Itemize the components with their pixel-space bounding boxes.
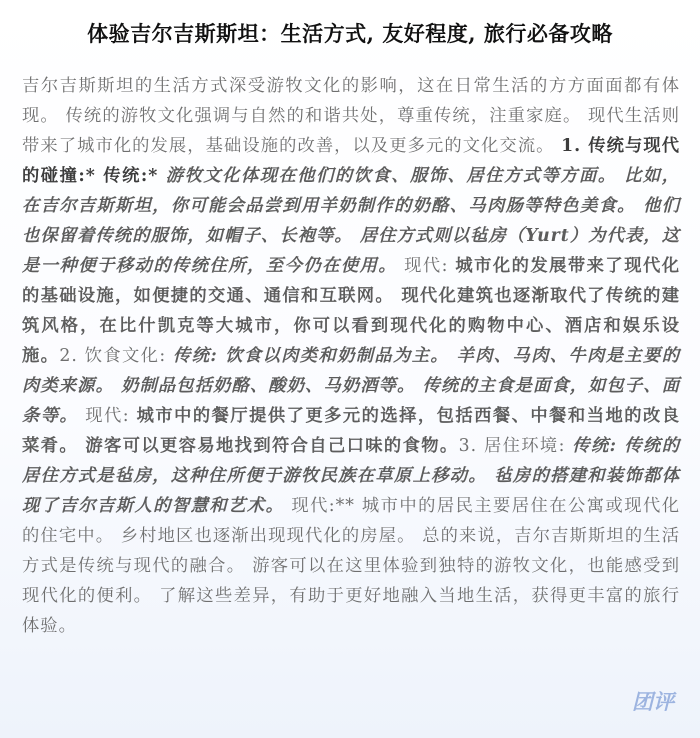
section-2-modern-text: 城市中的餐厅提供了更多元的选择，包括西餐、中餐和当地的改良菜肴。 游客可以更容易地找到符合自己口味的食物。 <box>22 406 680 456</box>
section-3-modern-text: 现代:** 城市中的居民主要居住在公寓或现代化的住宅中。 乡村地区也逐渐出现现代化的房屋。 总的来说，吉尔吉斯斯坦的生活方式是传统与现代的融合。 游客可以在这里体验到独特的游牧文化，也能感受到现代化的便利。 了解这些差异，有助于更好地融入当地生活，获得更丰富的旅行体验。 <box>22 496 680 636</box>
intro-text: 吉尔吉斯斯坦的生活方式深受游牧文化的影响，这在日常生活的方方面面都有体现。 传统的游牧文化强调与自然的和谐共处，尊重传统，注重家庭。 现代生活则带来了城市化的发展，基础设施的改善，以及更多元的文化交流。 <box>22 76 680 156</box>
svg-text:团评: 团评 <box>632 690 674 714</box>
section-3-traditional-text: 传统: 传统的居住方式是毡房，这种住所便于游牧民族在草原上移动。 毡房的搭建和装饰都体现了吉尔吉斯人的智慧和艺术。 <box>22 436 680 516</box>
section-1-modern-label: 现代: <box>397 256 456 276</box>
section-3-label: 3. 居住环境: <box>458 436 573 456</box>
section-1-traditional-text: 游牧文化体现在他们的饮食、服饰、居住方式等方面。 比如，在吉尔吉斯斯坦，你可能会品尝到用羊奶制作的奶酪、马肉肠等特色美食。 他们也保留着传统的服饰，如帽子、长袍等。 居住方式则以毡房（Yurt）为代表，这是一种便于移动的传统住所，至今仍在使用。 <box>22 166 680 276</box>
section-2-label: 2. 饮食文化: <box>59 346 174 366</box>
watermark-logo <box>628 688 678 714</box>
article-body <box>22 71 680 641</box>
page-title: 体验吉尔吉斯斯坦：生活方式, 友好程度, 旅行必备攻略 <box>87 21 613 46</box>
section-2-traditional-text: 传统: 饮食以肉类和奶制品为主。 羊肉、马肉、牛肉是主要的肉类来源。 奶制品包括奶酪、酸奶、马奶酒等。 传统的主食是面食，如包子、面条等。 <box>22 346 680 426</box>
section-1-modern-text: 城市化的发展带来了现代化的基础设施，如便捷的交通、通信和互联网。 现代化建筑也逐渐取代了传统的建筑风格，在比什凯克等大城市，你可以看到现代化的购物中心、酒店和娱乐设施。 <box>22 256 680 366</box>
section-2-modern-label: 现代: <box>78 406 137 426</box>
section-1-heading: 1. 传统与现代的碰撞:* 传统:* <box>22 136 680 186</box>
